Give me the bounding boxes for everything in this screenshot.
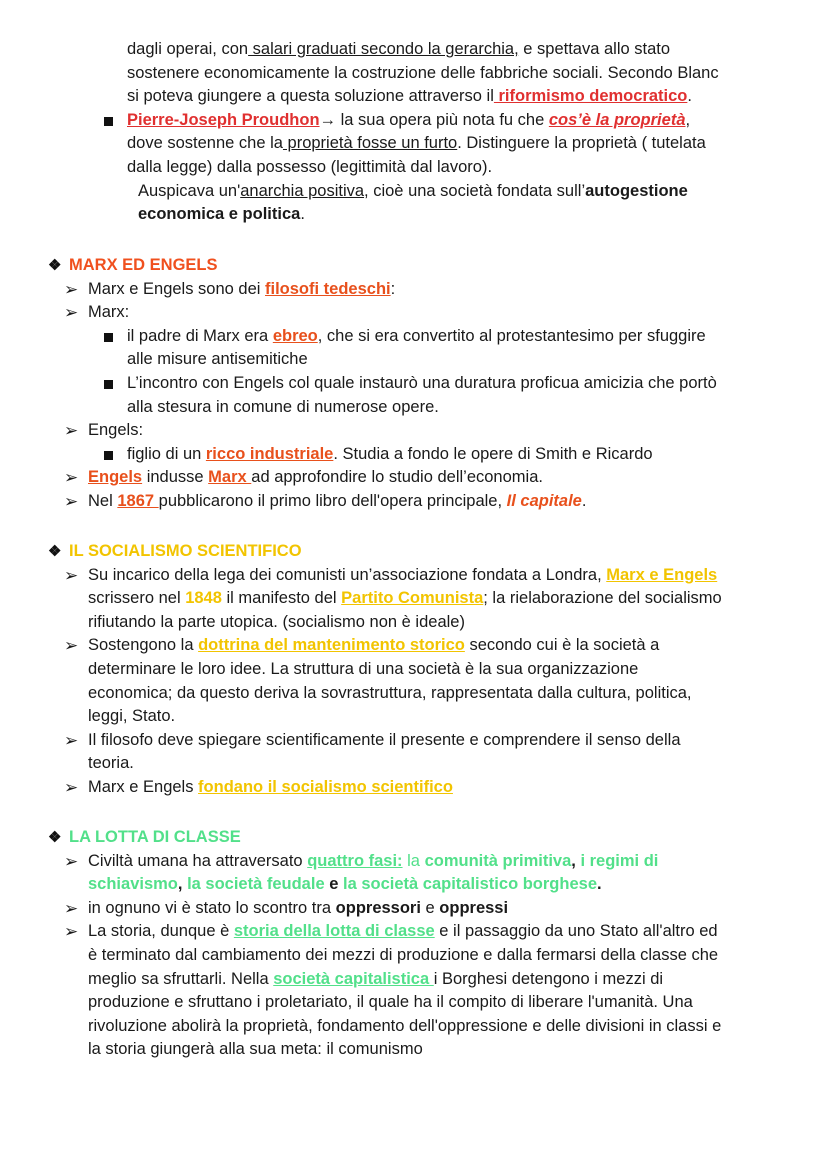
text-line: leggi, Stato. bbox=[88, 707, 176, 726]
text: . Studia a fondo le opere di Smith e Ricardo bbox=[333, 444, 653, 463]
text-line: teoria. bbox=[88, 754, 134, 773]
proudhon-bullet bbox=[127, 109, 787, 180]
arrow-bullet-icon: ➢ bbox=[64, 303, 79, 323]
list-item bbox=[64, 419, 788, 443]
square-bullet-icon bbox=[104, 451, 113, 460]
text-line: rifiutando la parte utopica. (socialismo non è ideale) bbox=[88, 612, 465, 631]
ricco-industriale-highlight: ricco industriale bbox=[205, 444, 334, 463]
year-1848-highlight: 1848 bbox=[185, 589, 222, 608]
text: ad approfondire lo studio dell’economia. bbox=[251, 468, 543, 487]
list-item bbox=[64, 897, 788, 921]
anarchia-positiva-underlined: anarchia positiva bbox=[240, 181, 365, 200]
proprieta-furto-underlined: proprietà fosse un furto bbox=[282, 134, 458, 153]
text-line: produzione e sfruttano i proletariato, il quale ha il compito di liberare l'umanità. Una bbox=[88, 993, 693, 1012]
square-bullet-icon bbox=[104, 333, 113, 342]
list-item bbox=[64, 634, 788, 728]
text-line: Engels: bbox=[88, 421, 144, 440]
list-item bbox=[64, 850, 788, 897]
heading-text: LA LOTTA DI CLASSE bbox=[69, 828, 241, 846]
proudhon-work-title: cos’è la proprietà bbox=[548, 110, 686, 129]
text: Nel bbox=[88, 491, 118, 510]
section-lotta-di-classe bbox=[0, 826, 828, 1062]
list-item bbox=[64, 466, 788, 490]
text: . bbox=[581, 491, 587, 510]
filosofi-tedeschi-highlight: filosofi tedeschi bbox=[265, 279, 391, 298]
text: . bbox=[597, 875, 602, 894]
text: Civiltà umana ha attraversato bbox=[88, 851, 308, 870]
diamond-bullet-icon: ❖ bbox=[48, 829, 62, 846]
text: i Borghesi detengono i mezzi di bbox=[433, 969, 664, 988]
oppressori-bold: oppressori bbox=[335, 898, 421, 917]
text: . bbox=[687, 87, 692, 106]
text-line: rivoluzione abolirà la proprietà, fondamento dell'oppressione e delle divisioni in classi e bbox=[88, 1016, 722, 1035]
text: dove sostenne che la bbox=[127, 134, 283, 153]
schiavismo-highlight: schiavismo bbox=[88, 875, 178, 894]
text: → la sua opera più nota fu che bbox=[319, 110, 549, 129]
text-line: alle misure antisemitiche bbox=[127, 350, 308, 369]
text: , cioè una società fondata sull’ bbox=[364, 181, 586, 200]
list-item bbox=[64, 729, 788, 776]
section-heading bbox=[48, 254, 828, 278]
list-item bbox=[64, 278, 788, 302]
il-capitale-title: Il capitale bbox=[506, 491, 582, 510]
dottrina-highlight: dottrina del mantenimento storico bbox=[198, 636, 465, 655]
text: scrissero nel bbox=[88, 589, 186, 608]
heading-text: MARX ED ENGELS bbox=[69, 256, 218, 274]
text: pubblicarono il primo libro dell'opera principale, bbox=[158, 491, 507, 510]
text: figlio di un bbox=[127, 444, 206, 463]
square-bullet-icon bbox=[104, 380, 113, 389]
engels-highlight: Engels bbox=[88, 468, 143, 487]
lotta-di-classe-highlight: storia della lotta di classe bbox=[233, 922, 435, 941]
section-heading bbox=[48, 540, 828, 564]
arrow-bullet-icon: ➢ bbox=[64, 730, 79, 750]
anarchy-paragraph bbox=[138, 180, 788, 227]
arrow-bullet-icon: ➢ bbox=[64, 565, 79, 585]
text-line: L’incontro con Engels col quale instaurò una duratura proficua amicizia che portò bbox=[127, 373, 717, 392]
section-heading bbox=[48, 826, 828, 850]
fondano-socialismo-highlight: fondano il socialismo scientifico bbox=[198, 777, 453, 796]
text: il manifesto del bbox=[221, 589, 342, 608]
year-1867-highlight: 1867 bbox=[117, 491, 159, 510]
arrow-bullet-icon: ➢ bbox=[64, 922, 79, 942]
text: in ognuno vi è stato lo scontro tra bbox=[88, 898, 336, 917]
section-marx-engels bbox=[0, 254, 828, 514]
text: Sostengono la bbox=[88, 636, 199, 655]
section-socialismo-scientifico bbox=[0, 540, 828, 800]
comunita-primitiva-highlight: comunità primitiva bbox=[424, 851, 572, 870]
salari-graduati-underlined: salari graduati secondo la gerarchia, bbox=[248, 40, 519, 58]
arrow-bullet-icon: ➢ bbox=[64, 279, 79, 299]
text: indusse bbox=[142, 468, 209, 487]
text: secondo cui è la società a bbox=[464, 636, 660, 655]
societa-capitalistica-highlight: società capitalistica bbox=[273, 969, 434, 988]
text: , che si era convertito al protestantesimo per sfuggire bbox=[317, 326, 706, 345]
arrow-bullet-icon: ➢ bbox=[64, 777, 79, 797]
text: e il passaggio da uno Stato all'altro ed bbox=[434, 922, 718, 941]
quattro-fasi-highlight: quattro fasi: bbox=[307, 851, 403, 870]
oppressi-bold: oppressi bbox=[439, 898, 509, 917]
text: , bbox=[685, 110, 691, 129]
text: dagli operai, con bbox=[127, 40, 249, 58]
text: . bbox=[300, 205, 305, 224]
proudhon-name: Pierre-Joseph Proudhon bbox=[127, 110, 320, 129]
text-line: Il filosofo deve spiegare scientificamente il presente e comprendere il senso della bbox=[88, 730, 681, 749]
text: Su incarico della lega dei comunisti un’associazione fondata a Londra, bbox=[88, 565, 607, 584]
arrow-bullet-icon: ➢ bbox=[64, 468, 79, 488]
section-top bbox=[0, 38, 828, 227]
text-line: la storia giungerà alla sua meta: il comunismo bbox=[88, 1040, 423, 1059]
sub-list-item bbox=[127, 372, 787, 419]
text: e spettava allo stato bbox=[518, 40, 671, 58]
list-item bbox=[64, 920, 788, 1062]
text: , bbox=[571, 851, 581, 870]
arrow-bullet-icon: ➢ bbox=[64, 636, 79, 656]
regimi-highlight: i regimi di bbox=[580, 851, 659, 870]
arrow-bullet-icon: ➢ bbox=[64, 491, 79, 511]
autogestione-bold: autogestione bbox=[585, 181, 688, 200]
societa-capitalistico-highlight: la società capitalistico borghese bbox=[342, 875, 597, 894]
arrow-bullet-icon: ➢ bbox=[64, 851, 79, 871]
list-item bbox=[64, 490, 788, 514]
text: e bbox=[324, 875, 343, 894]
text: , bbox=[177, 875, 188, 894]
text-line: sostenere economicamente la costruzione delle fabbriche sociali. Secondo Blanc bbox=[127, 63, 719, 82]
square-bullet-icon bbox=[104, 117, 113, 126]
marx-highlight: Marx bbox=[208, 468, 252, 487]
societa-feudale-highlight: la società feudale bbox=[187, 875, 325, 894]
list-item bbox=[64, 776, 788, 800]
ebreo-highlight: ebreo bbox=[272, 326, 318, 345]
riformismo-democratico-highlight: riformismo democratico bbox=[493, 87, 688, 106]
heading-text: IL SOCIALISMO SCIENTIFICO bbox=[69, 542, 302, 560]
text: La storia, dunque è bbox=[88, 922, 234, 941]
text-line: determinare le loro idee. La struttura di una società è la sua organizzazione bbox=[88, 659, 639, 678]
diamond-bullet-icon: ❖ bbox=[48, 257, 62, 274]
text-line: dalla legge) dalla possesso (legittimità dal lavoro). bbox=[127, 157, 493, 176]
text: . Distinguere la proprietà ( tutelata bbox=[457, 134, 706, 153]
text: Marx e Engels sono dei bbox=[88, 279, 266, 298]
text: Marx e Engels bbox=[88, 777, 199, 796]
text-line: è terminato dal cambiamento dei mezzi di produzione e dalla fermarsi della classe che bbox=[88, 945, 719, 964]
text-line: Marx: bbox=[88, 303, 130, 322]
text: il padre di Marx era bbox=[127, 326, 273, 345]
sub-list-item bbox=[127, 443, 787, 467]
text-line: alla stesura in comune di numerose opere. bbox=[127, 397, 439, 416]
sub-list-item bbox=[127, 325, 787, 372]
economica-politica-bold: economica e politica bbox=[138, 205, 301, 224]
text: si poteva giungere a questa soluzione attraverso il bbox=[127, 87, 494, 106]
arrow-bullet-icon: ➢ bbox=[64, 898, 79, 918]
text: Auspicava un' bbox=[138, 181, 241, 200]
list-item bbox=[64, 301, 788, 325]
text: meglio sa sfruttarli. Nella bbox=[88, 969, 274, 988]
text: : bbox=[390, 279, 396, 298]
text: la bbox=[402, 851, 425, 870]
marx-engels-highlight: Marx e Engels bbox=[606, 565, 718, 584]
text: ; la rielaborazione del socialismo bbox=[483, 589, 722, 608]
partito-comunista-highlight: Partito Comunista bbox=[341, 589, 484, 608]
arrow-bullet-icon: ➢ bbox=[64, 421, 79, 441]
text: e bbox=[420, 898, 440, 917]
text-line: economica; da questo deriva la sovrastruttura, rappresentata dalla cultura, politica, bbox=[88, 683, 692, 702]
diamond-bullet-icon: ❖ bbox=[48, 543, 62, 560]
blanc-paragraph bbox=[127, 38, 787, 109]
list-item bbox=[64, 564, 788, 635]
